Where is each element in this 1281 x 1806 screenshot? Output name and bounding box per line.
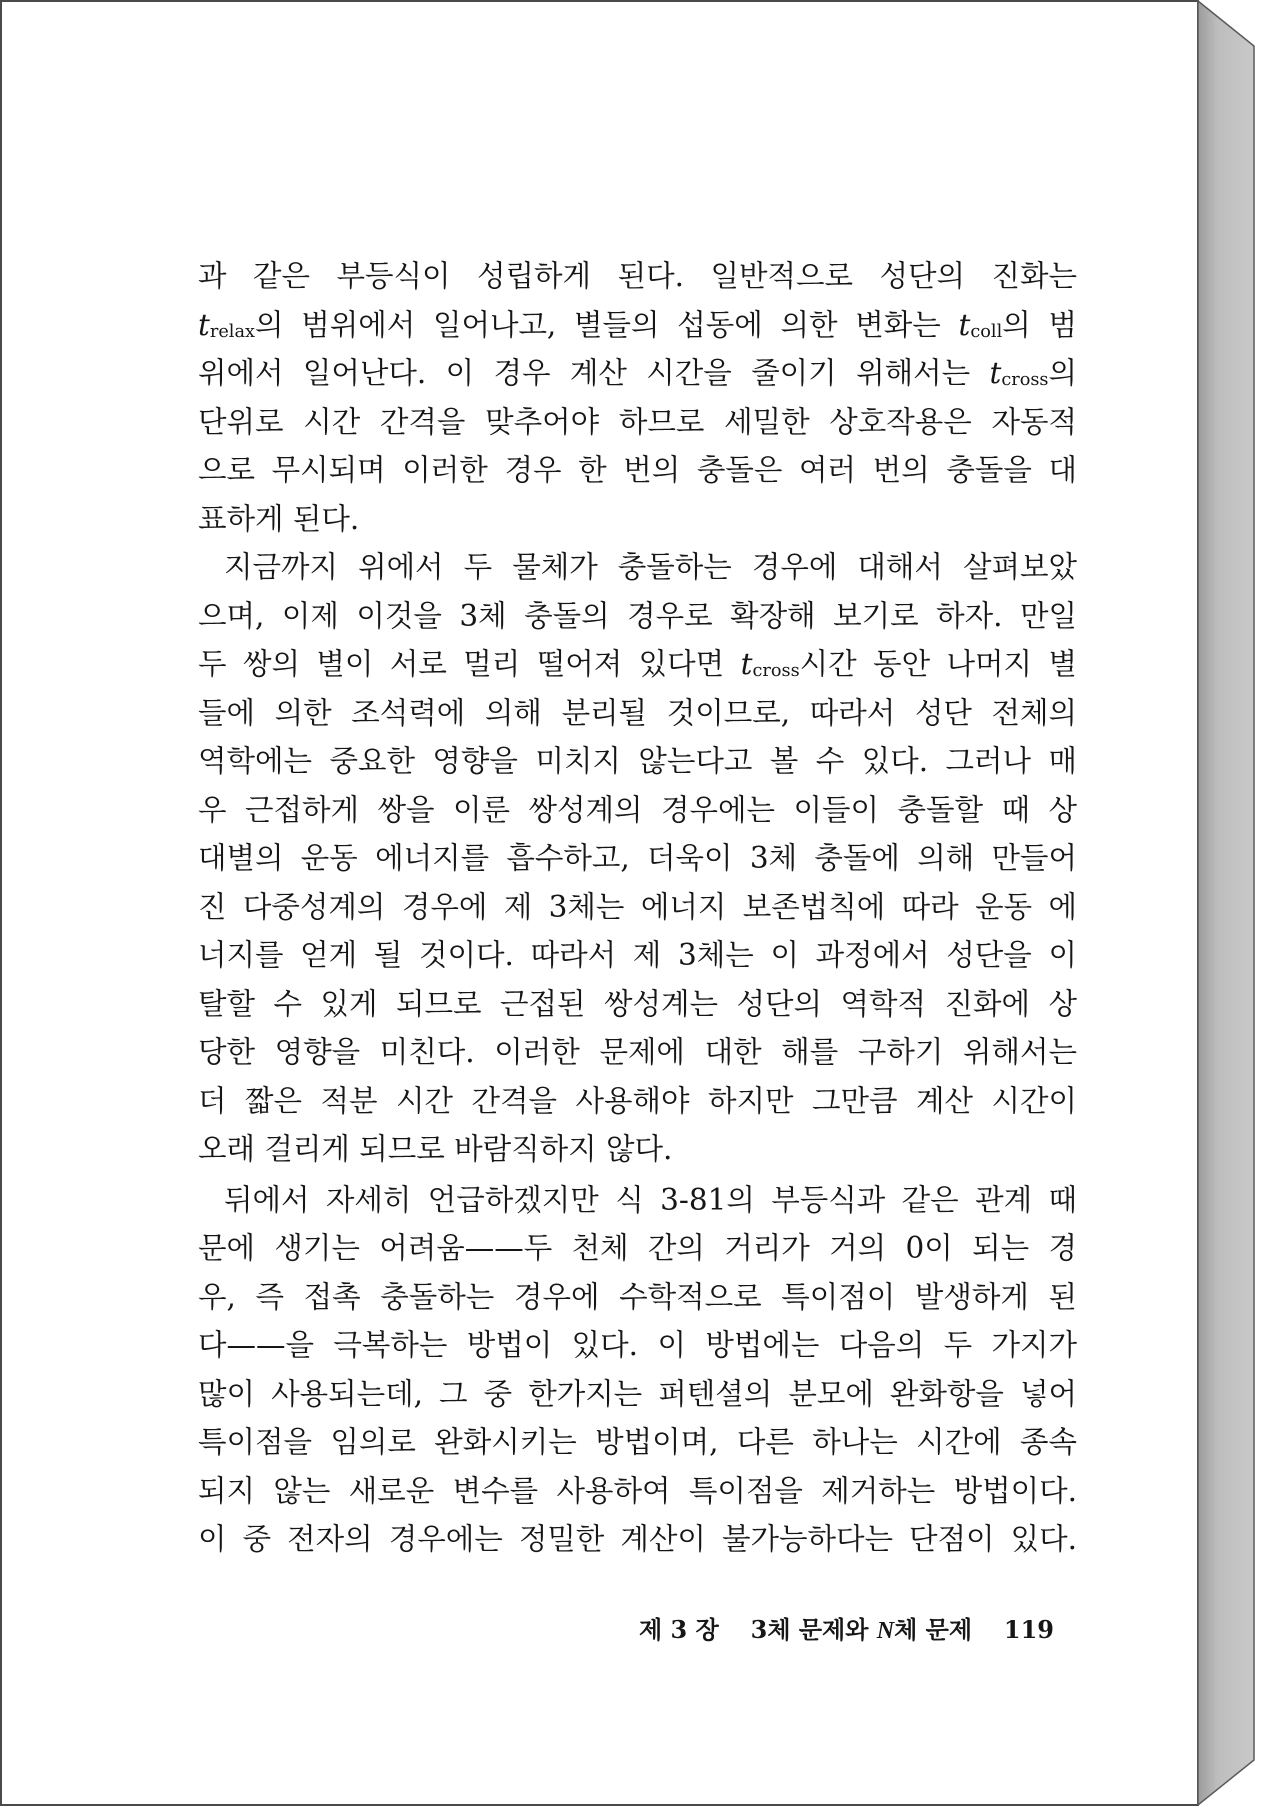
text-line: 과 같은 부등식이 성립하게 된다. 일반적으로 성단의 진화는 bbox=[198, 259, 1077, 293]
page-number: 119 bbox=[1003, 1615, 1054, 1644]
body-text bbox=[198, 252, 1077, 1564]
text-line: 들에 의한 조석력에 의해 분리될 것이므로, 따라서 성단 전체의 bbox=[198, 695, 1077, 730]
paragraph bbox=[198, 1176, 1077, 1564]
text-segment: 위에서 일어난다. 이 경우 계산 시간을 줄이기 위해서는 bbox=[198, 356, 990, 390]
text-line: 으며, 이제 이것을 3체 충돌의 경우로 확장해 보기로 하자. 만일 bbox=[198, 598, 1077, 633]
running-footer bbox=[639, 1613, 1054, 1647]
math-variable: N bbox=[876, 1618, 895, 1644]
math-subscript: cross bbox=[752, 661, 800, 682]
text-segment: 의 bbox=[1048, 356, 1077, 390]
text-line: 많이 사용되는데, 그 중 한가지는 퍼텐셜의 분모에 완화항을 넣어 bbox=[198, 1376, 1077, 1411]
math-subscript: cross bbox=[1001, 370, 1049, 391]
text-segment: 의 범위에서 일어나고, 별들의 섭동에 의한 변화는 bbox=[254, 307, 959, 342]
math-variable: t bbox=[198, 307, 210, 342]
title-segment: 체 문제 bbox=[894, 1615, 973, 1644]
text-line: 더 짧은 적분 시간 간격을 사용해야 하지만 그만큼 계산 시간이 bbox=[198, 1083, 1077, 1118]
page-edge-shading bbox=[1190, 0, 1260, 1806]
text-line: 단위로 시간 간격을 맞추어야 하므로 세밀한 상호작용은 자동적 bbox=[198, 404, 1077, 439]
math-subscript: coll bbox=[970, 321, 1003, 342]
paragraph bbox=[198, 543, 1077, 1174]
text-line: 특이점을 임의로 완화시키는 방법이며, 다른 하나는 시간에 종속 bbox=[198, 1425, 1077, 1459]
text-line: 탈할 수 있게 되므로 근접된 쌍성계는 성단의 역학적 진화에 상 bbox=[198, 986, 1077, 1021]
text-line bbox=[198, 640, 1077, 689]
text-line: 표하게 된다. bbox=[198, 501, 360, 536]
text-line: 우 근접하게 쌍을 이룬 쌍성계의 경우에는 이들이 충돌할 때 상 bbox=[198, 792, 1077, 827]
text-line: 역학에는 중요한 영향을 미치지 않는다고 볼 수 있다. 그러나 매 bbox=[198, 744, 1077, 778]
title-segment: 3체 문제와 bbox=[750, 1615, 877, 1644]
text-line: 우, 즉 접촉 충돌하는 경우에 수학적으로 특이점이 발생하게 된 bbox=[198, 1279, 1077, 1314]
text-line: 대별의 운동 에너지를 흡수하고, 더욱이 3체 충돌에 의해 만들어 bbox=[198, 841, 1077, 875]
text-line: 으로 무시되며 이러한 경우 한 번의 충돌은 여러 번의 충돌을 대 bbox=[198, 453, 1077, 487]
text-line: 이 중 전자의 경우에는 정밀한 계산이 불가능하다는 단점이 있다. bbox=[198, 1522, 1077, 1556]
text-segment: 시간 동안 나머지 별 bbox=[799, 647, 1077, 681]
text-line: 되지 않는 새로운 변수를 사용하여 특이점을 제거하는 방법이다. bbox=[198, 1473, 1077, 1508]
math-variable: t bbox=[958, 307, 971, 342]
text-line: 지금까지 위에서 두 물체가 충돌하는 경우에 대해서 살펴보았 bbox=[224, 550, 1077, 584]
chapter-title bbox=[751, 1613, 972, 1647]
paragraph bbox=[198, 252, 1077, 543]
text-line: 뒤에서 자세히 언급하겠지만 식 3-81의 부등식과 같은 관계 때 bbox=[224, 1182, 1077, 1217]
text-line: 당한 영향을 미친다. 이러한 문제에 대한 해를 구하기 위해서는 bbox=[198, 1035, 1077, 1069]
math-subscript: relax bbox=[209, 321, 255, 342]
text-line: 너지를 얻게 될 것이다. 따라서 제 3체는 이 과정에서 성단을 이 bbox=[198, 938, 1077, 972]
text-segment: 두 쌍의 별이 서로 멀리 떨어져 있다면 bbox=[198, 647, 741, 681]
math-variable: t bbox=[740, 647, 753, 681]
text-line bbox=[198, 349, 1077, 398]
text-line: 오래 걸리게 되므로 바람직하지 않다. bbox=[198, 1132, 673, 1166]
chapter-label: 제 3 장 bbox=[639, 1615, 719, 1644]
text-line: 진 다중성계의 경우에 제 3체는 에너지 보존법칙에 따라 운동 에 bbox=[198, 889, 1077, 924]
math-variable: t bbox=[989, 356, 1002, 390]
text-segment: 의 범 bbox=[1002, 307, 1077, 342]
text-line: 문에 생기는 어려움——두 천체 간의 거리가 거의 0이 되는 경 bbox=[198, 1231, 1077, 1265]
text-line bbox=[198, 301, 1077, 350]
text-line: 다——을 극복하는 방법이 있다. 이 방법에는 다음의 두 가지가 bbox=[198, 1328, 1077, 1362]
